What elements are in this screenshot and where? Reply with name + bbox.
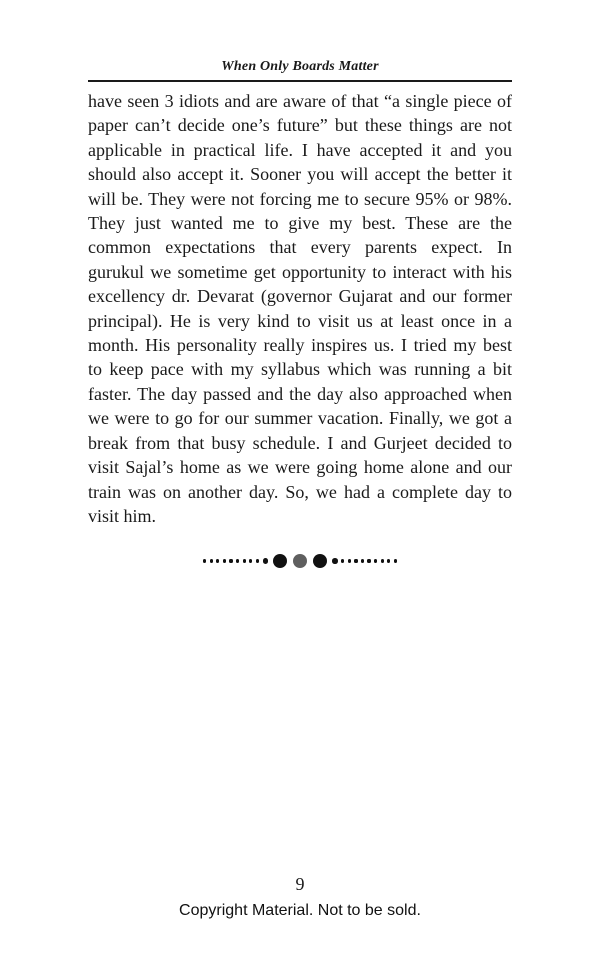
divider-dot bbox=[341, 559, 344, 562]
text-line: common expectations that every parents expect. In bbox=[88, 237, 512, 258]
text-line: They just wanted me to give my best. These are the bbox=[88, 213, 512, 234]
text-line: to keep pace with my syllabus which was running a bit bbox=[88, 359, 512, 380]
divider-dot bbox=[394, 559, 397, 562]
text-line: paper can’t decide one’s future” but these things are not bbox=[88, 115, 512, 136]
text-line: break from that busy schedule. I and Gurjeet decided to bbox=[88, 432, 512, 453]
divider-dot bbox=[354, 559, 357, 562]
divider-dot bbox=[223, 559, 226, 562]
divider-dot bbox=[263, 558, 269, 564]
text-line: should also accept it. Sooner you will accept the better it bbox=[88, 164, 512, 185]
running-header bbox=[88, 57, 512, 82]
divider-dot bbox=[203, 559, 206, 562]
text-line: visit Sajal’s home as we were going home alone and our bbox=[88, 457, 512, 478]
divider-dot bbox=[361, 559, 364, 562]
text-line: will be. They were not forcing me to secure 95% or 98%. bbox=[88, 188, 512, 209]
body-paragraph bbox=[88, 89, 512, 528]
divider-dot bbox=[249, 559, 252, 562]
divider-dot bbox=[273, 554, 287, 568]
text-line: principal). He is very kind to visit us at least once in a bbox=[88, 310, 512, 331]
divider-dot bbox=[243, 559, 246, 562]
divider-dot bbox=[313, 554, 327, 568]
divider-dot bbox=[348, 559, 351, 562]
running-header-title: When Only Boards Matter bbox=[221, 59, 379, 74]
divider-dot bbox=[229, 559, 232, 562]
page-number: 9 bbox=[295, 874, 305, 894]
copyright-notice: Copyright Material. Not to be sold. bbox=[179, 902, 421, 919]
divider-dot bbox=[381, 559, 384, 562]
divider-dot bbox=[256, 559, 259, 562]
text-line: train was on another day. So, we had a complete day to bbox=[88, 481, 512, 502]
section-divider bbox=[0, 547, 600, 575]
divider-dot bbox=[367, 559, 370, 562]
divider-dot bbox=[387, 559, 390, 562]
text-line: we were to go for our summer vacation. Finally, we got a bbox=[88, 408, 512, 429]
divider-dot bbox=[332, 558, 338, 564]
text-line: month. His personality really inspires us. I tried my best bbox=[88, 335, 512, 356]
divider-dot bbox=[293, 554, 307, 568]
header-rule bbox=[88, 80, 512, 82]
text-line: applicable in practical life. I have accepted it and you bbox=[88, 139, 512, 160]
text-line: visit him. bbox=[88, 505, 157, 526]
text-line: excellency dr. Devarat (governor Gujarat and our former bbox=[88, 286, 512, 307]
text-line: gurukul we sometime get opportunity to interact with his bbox=[88, 261, 512, 282]
text-line: faster. The day passed and the day also approached when bbox=[88, 383, 512, 404]
text-line: have seen 3 idiots and are aware of that “a single piece of bbox=[88, 91, 512, 111]
divider-dot bbox=[374, 559, 377, 562]
divider-dot bbox=[236, 559, 239, 562]
divider-dot bbox=[210, 559, 213, 562]
divider-dot bbox=[216, 559, 219, 562]
